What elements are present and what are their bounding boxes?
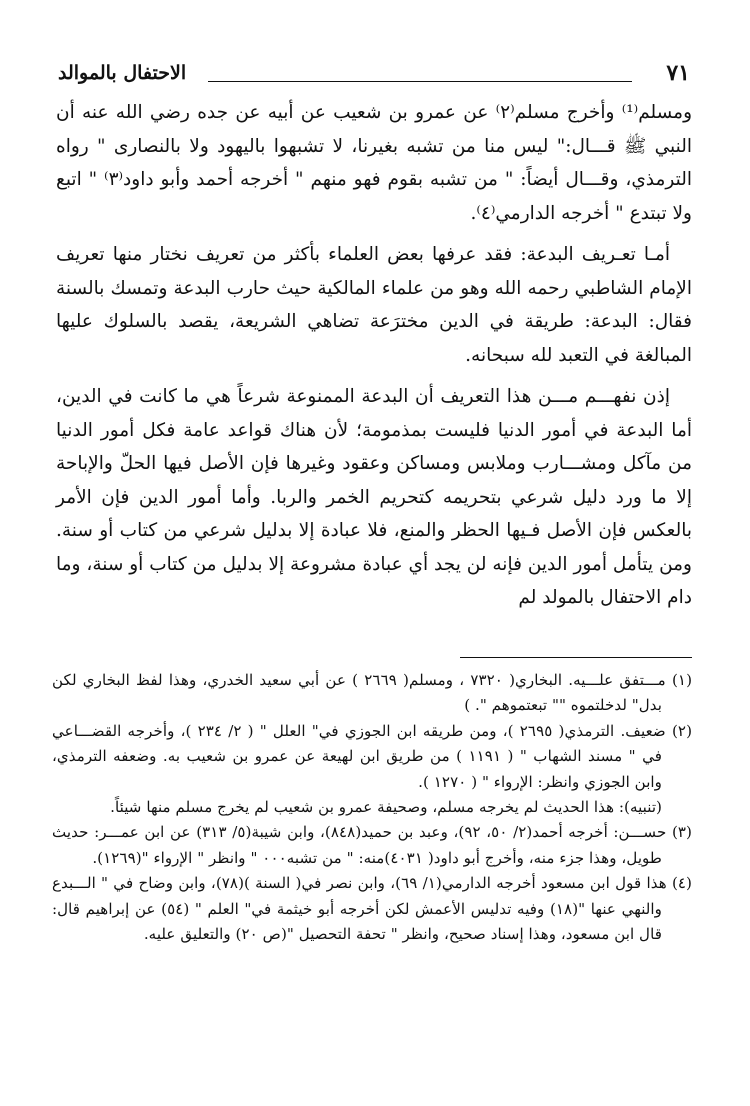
- paragraph-1: ومسلم⁽¹⁾ وأخرج مسلم⁽٢⁾ عن عمرو بن شعيب عن أبيه عن جده رضي الله عنه أن النبي ﷺ قـــال:" ليس منا من تشبه بغيرنا، لا تشبهوا باليهود ولا بالنصارى " رواه الترمذي، وقـــال أيضاً: " من تشبه بقوم فهو منهم " أخرجه أحمد وأبو داود⁽٣⁾ " اتبع ولا تبتدع " أخرجه الدارمي⁽٤⁾.: [56, 102, 692, 224]
- footnote-2-note: (تنبيه): هذا الحديث لم يخرجه مسلم، وصحيفة عمرو بن شعيب لم يخرج مسلم منها شيئاً.: [110, 798, 662, 817]
- body-text: [56, 96, 692, 623]
- running-title: الاحتفال بالموالد: [58, 62, 187, 84]
- footnotes: [52, 668, 692, 947]
- footnote-separator: [460, 657, 692, 658]
- footnote-3: (٣) حســـن: أخرجه أحمد(٢/ ٥٠، ٩٢)، وعبد بن حميد(٨٤٨)، وابن شيبة(٥/ ٣١٣) عن ابن عمـــر: حديث طويل، وهذا جزء منه، وأخرج أبو داود( ٤٠٣١)منه: " من تشبه٠٠٠ " وانظر " الإرواء "(١٢٦٩).: [52, 823, 692, 867]
- page-number: ٧١: [666, 60, 690, 86]
- page-header: [58, 58, 690, 88]
- footnote-2: (٢) ضعيف. الترمذي( ٢٦٩٥ )، ومن طريقه ابن الجوزي في" العلل " ( ٢/ ٢٣٤ )، وأخرجه القضـــاعي في " مسند الشهاب " ( ١١٩١ ) من طريق ابن لهيعة عن عمرو بن شعيب به. وضعفه الترمذي، وابن الجوزي وانظر: الإرواء " ( ١٢٧٠ ).: [52, 721, 692, 791]
- paragraph-3: إذن نفهـــم مـــن هذا التعريف أن البدعة الممنوعة شرعاً هي ما كانت في الدين، أما البدعة في أمور الدنيا فليست بمذمومة؛ لأن هناك قواعد عامة فكل أمور الدنيا من مآكل ومشـــارب وملابس ومساكن وعقود وغيرها فإن الأصل فيها الحلّ والإباحة إلا ما ورد دليل شرعي بتحريمه كتحريم الخمر والربا. وأما أمور الدين فإن الأمر بالعكس فإن الأصل فـيها الحظر والمنع، فلا عبادة إلا بدليل شرعي من كتاب أو سنة. ومن يتأمل أمور الدين فإنه لن يجد أي عبادة مشروعة إلا بدليل من كتاب أو سنة، وما دام الاحتفال بالمولد لم: [56, 386, 692, 608]
- footnote-1: (١) مـــتفق علـــيه. البخاري( ٧٣٢٠ ، ومسلم( ٢٦٦٩ ) عن أبي سعيد الخدري، وهذا لفظ البخاري لكن بدل" لدخلتموه "" تبعتموهم ". ): [52, 671, 692, 715]
- footnote-4: (٤) هذا قول ابن مسعود أخرجه الدارمي(١/ ٦٩)، وابن نصر في( السنة )(٧٨)، وابن وضاح في " الـــبدع والنهي عنها "(١٨) وفيه تدليس الأعمش لكن أخرجه أبو خيثمة في" العلم " (٥٤) عن إبراهيم قال: قال ابن مسعود، وهذا إسناد صحيح، وانظر " تحفة التحصيل "(ص ٢٠) والتعليق عليه.: [52, 874, 692, 944]
- header-rule: [208, 81, 632, 82]
- paragraph-2: أمـا تعـريف البدعة: فقد عرفها بعض العلماء بأكثر من تعريف نختار منها تعريف الإمام الشاطبي رحمه الله وهو من علماء المالكية حيث حارب البدعة وتمسك بالسنة فقال: البدعة: طريقة في الدين مخترَعة تضاهي الشريعة، يقصد بالسلوك عليها المبالغة في التعبد لله سبحانه.: [56, 244, 692, 366]
